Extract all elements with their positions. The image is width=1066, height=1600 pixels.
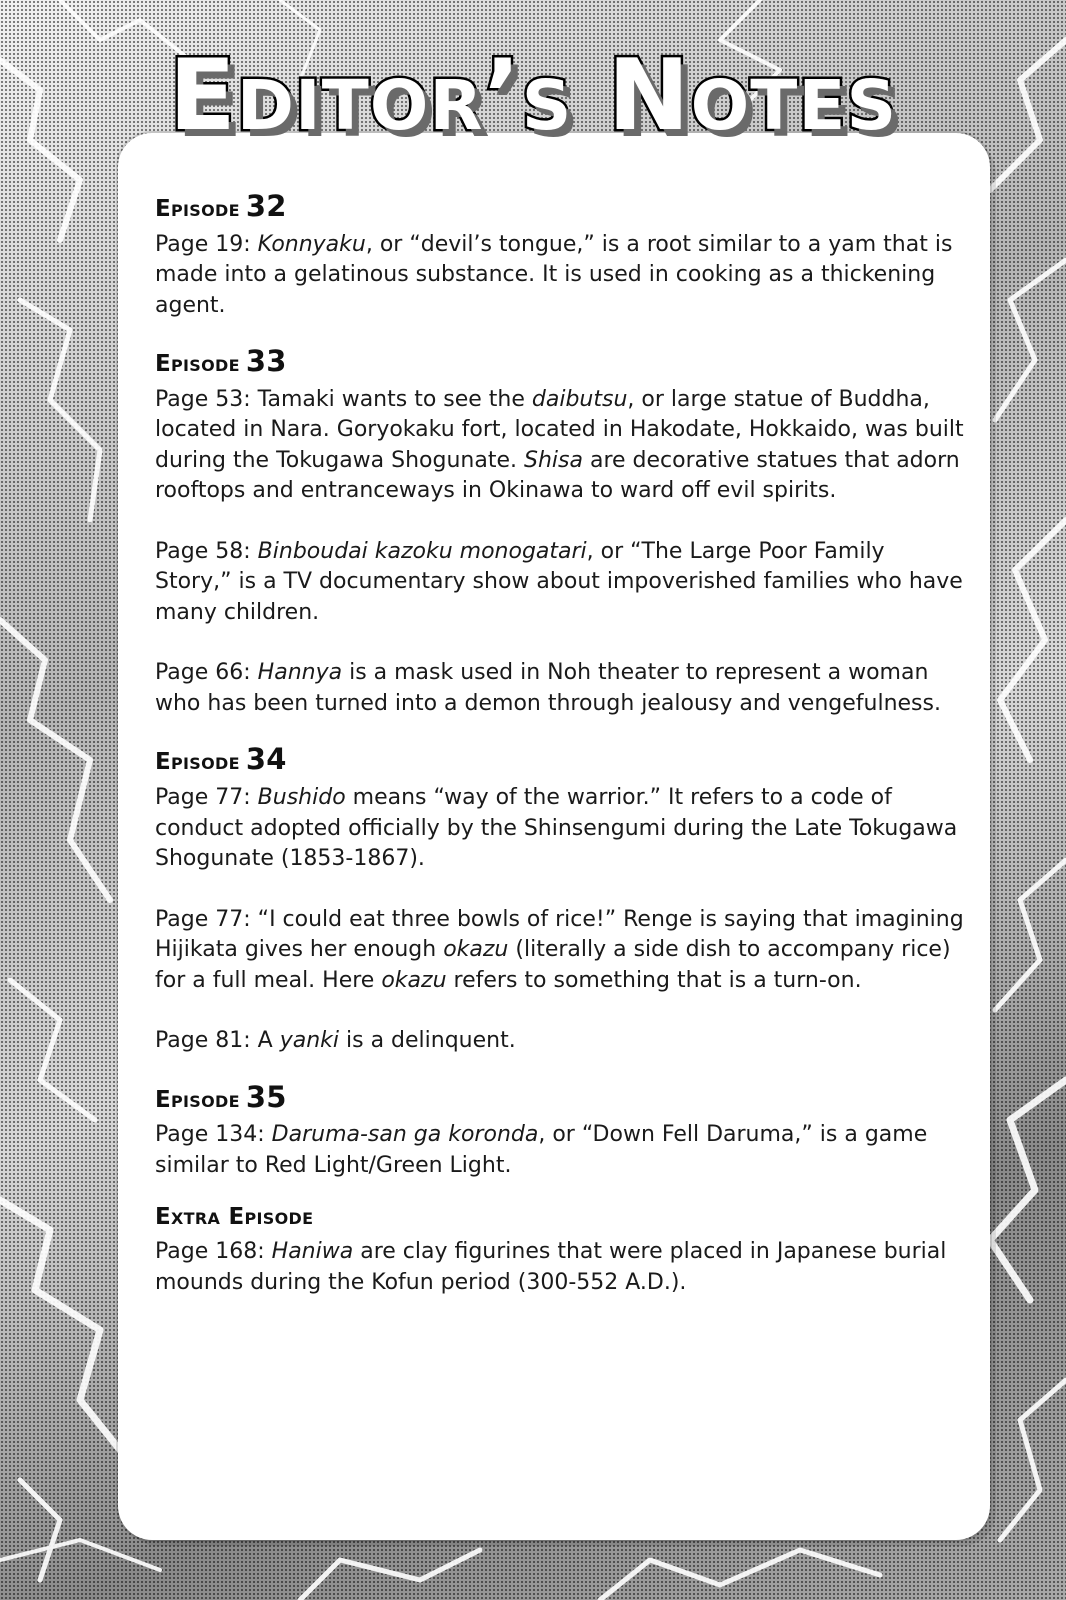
italic-term: Shisa xyxy=(524,447,583,473)
note-text: is a mask used in Noh theater to represent a woman who has been turned into a demon through jealousy and vengefulness. xyxy=(155,660,941,716)
note-text xyxy=(251,539,258,564)
page-reference: Page 53: xyxy=(155,386,251,412)
episode-section xyxy=(155,1079,967,1182)
note-paragraph xyxy=(155,537,967,629)
episode-heading xyxy=(155,1203,967,1233)
page-reference: Page 168: xyxy=(155,1239,265,1265)
notes-content xyxy=(155,188,967,1320)
episode-label: Episode xyxy=(155,1086,240,1113)
page-reference: Page 19: xyxy=(155,231,251,257)
episode-heading xyxy=(155,188,967,226)
page-reference: Page 77: xyxy=(155,785,251,811)
episode-number: 33 xyxy=(245,344,287,379)
episode-label: Extra Episode xyxy=(155,1204,314,1231)
note-text xyxy=(251,232,258,257)
note-text: , or large statue of Buddha, located in Nara. Goryokaku fort, located in Hakodate, Hokkaido, was built during the Tokugawa Shogunate. xyxy=(155,386,964,473)
italic-term: Binboudai kazoku monogatari xyxy=(257,538,587,564)
note-text: A xyxy=(250,1028,280,1054)
note-text: , or “devil’s tongue,” is a root similar to a yam that is made into a gelatinous substance. It is used in cooking as a thickening agent. xyxy=(155,231,953,318)
episode-section xyxy=(155,1203,967,1298)
page-reference: Page 58: xyxy=(155,538,251,564)
episode-heading xyxy=(155,1079,967,1117)
italic-term: Hannya xyxy=(257,660,343,686)
page-reference: Page 66: xyxy=(155,660,251,686)
episode-number: 34 xyxy=(245,742,287,777)
note-paragraph xyxy=(155,230,967,322)
note-text: is a delinquent. xyxy=(339,1028,516,1054)
italic-term: yanki xyxy=(279,1028,340,1054)
episode-section xyxy=(155,741,967,1056)
italic-term: Konnyaku xyxy=(257,231,366,257)
page-reference: Page 134: xyxy=(155,1122,265,1148)
episode-number: 35 xyxy=(245,1079,287,1114)
episode-section xyxy=(155,188,967,321)
page-reference: Page 81: xyxy=(155,1028,251,1054)
note-text: means “way of the warrior.” It refers to a code of conduct adopted officially by the Shinsengumi during the Late Tokugawa Shogunate (1853-1867). xyxy=(155,785,958,872)
episode-heading xyxy=(155,741,967,779)
episode-heading xyxy=(155,343,967,381)
italic-term: okazu xyxy=(443,937,509,963)
note-text xyxy=(251,785,258,810)
italic-term: okazu xyxy=(381,967,447,993)
note-text: , or “Down Fell Daruma,” is a game similar to Red Light/Green Light. xyxy=(155,1122,928,1178)
note-paragraph xyxy=(155,1026,967,1057)
episode-number: 32 xyxy=(245,189,287,223)
note-text: are decorative statues that adorn rooftops and entranceways in Okinawa to ward off evil spirits. xyxy=(155,447,960,504)
note-paragraph xyxy=(155,385,967,507)
note-paragraph xyxy=(155,1237,967,1298)
note-text: Tamaki wants to see the xyxy=(250,386,532,412)
note-text: (literally a side dish to accompany rice) for a full meal. Here xyxy=(155,937,951,993)
note-text xyxy=(265,1122,272,1147)
page-title: Editor’s Notes xyxy=(168,39,898,153)
note-text xyxy=(251,660,258,685)
italic-term: Daruma-san ga koronda xyxy=(271,1122,539,1148)
italic-term: Haniwa xyxy=(271,1239,354,1265)
note-text: “I could eat three bowls of rice!” Renge is saying that imagining Hijikata gives her enough xyxy=(155,906,964,963)
note-paragraph xyxy=(155,658,967,719)
note-text: , or “The Large Poor Family Story,” is a TV documentary show about impoverished families who have many children. xyxy=(155,538,963,625)
italic-term: daibutsu xyxy=(531,386,628,412)
note-paragraph xyxy=(155,1120,967,1181)
note-text: are clay figurines that were placed in Japanese burial mounds during the Kofun period (300-552 A.D.). xyxy=(155,1239,947,1295)
episode-label: Episode xyxy=(155,749,240,776)
episode-label: Episode xyxy=(155,351,240,378)
page-reference: Page 77: xyxy=(155,906,251,932)
italic-term: Bushido xyxy=(257,785,346,811)
note-paragraph xyxy=(155,783,967,875)
note-text xyxy=(265,1239,272,1264)
episode-label: Episode xyxy=(155,196,240,222)
note-paragraph xyxy=(155,905,967,997)
episode-section xyxy=(155,343,967,719)
note-text: refers to something that is a turn-on. xyxy=(446,967,862,993)
